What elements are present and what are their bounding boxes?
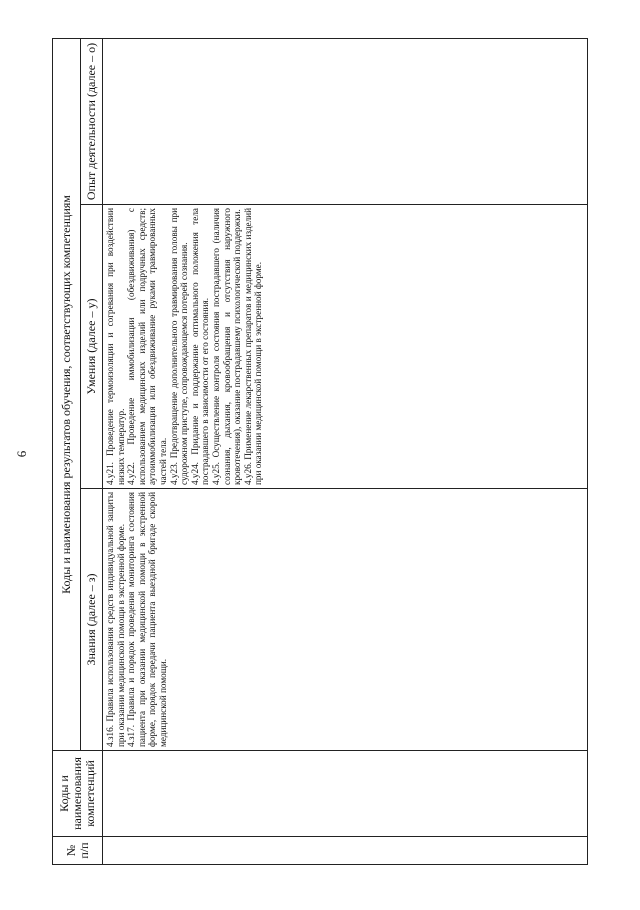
header-skills: Умения (далее – у) xyxy=(81,205,103,489)
table-row xyxy=(103,39,588,865)
cell-experience xyxy=(103,39,588,205)
competency-table xyxy=(52,38,588,865)
cell-num xyxy=(103,837,588,865)
skill-item: 4.у24. Придание и поддержание оптимального положения тела пострадавшего в зависимости от его состояния. xyxy=(189,208,211,485)
skill-item: 4.у22. Проведение иммобилизации (обездвиживания) с использованием медицинских изделий или подручных средств; аутоиммобилизация или обездвиживание руками травмированных частей тела. xyxy=(126,208,168,485)
skill-item: 4.у21. Проведение термоизоляции и согревания при воздействии низких температур. xyxy=(105,208,126,485)
header-competency-codes: Коды и наименования компетенций xyxy=(53,751,103,837)
cell-competency-codes xyxy=(103,751,588,837)
skill-item: 4.у23. Предотвращение дополнительного травмирования головы при судорожном приступе, сопровождающемся потерей сознания. xyxy=(168,208,190,485)
header-learning-results: Коды и наименования результатов обучения, соответствующих компетенциям xyxy=(53,39,81,751)
knowledge-item: 4.з16. Правила использования средств индивидуальной защиты при оказании медицинской помощи в экстренной форме. xyxy=(105,492,126,747)
skill-item: 4.у25. Осуществление контроля состояния пострадавшего (наличия сознания, дыхания, кровообращения и отсутствия наружного кровотечения), оказание пострадавшему психологической поддержки. xyxy=(210,208,243,485)
cell-knowledge xyxy=(103,489,588,751)
header-num: № п/п xyxy=(53,837,103,865)
header-knowledge: Знания (далее – з) xyxy=(81,489,103,751)
cell-skills xyxy=(103,205,588,489)
page-number: 6 xyxy=(14,450,29,458)
header-experience: Опыт деятельности (далее – о) xyxy=(81,39,103,205)
knowledge-item: 4.з17. Правила и порядок проведения мониторинга состояния пациента при оказании медицинской помощи в экстренной форме, порядок передачи пациента выездной бригаде скорой медицинской помощи. xyxy=(126,492,168,747)
competency-table-container xyxy=(52,39,588,865)
skill-item: 4.у26. Применение лекарственных препаратов и медицинских изделий при оказании медицинской помощи в экстренной форме. xyxy=(242,208,264,485)
